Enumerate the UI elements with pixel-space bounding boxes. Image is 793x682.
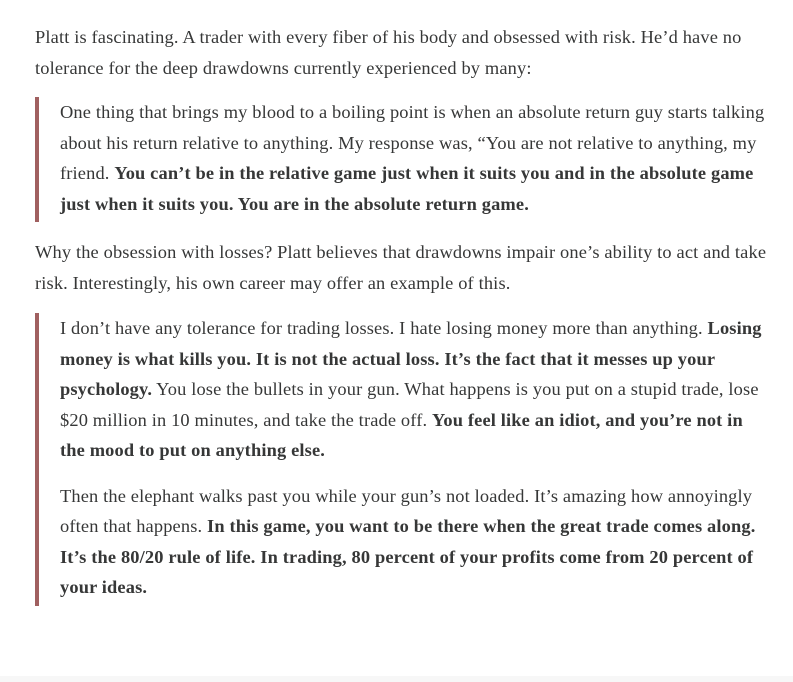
intro-paragraph: Platt is fascinating. A trader with every fiber of his body and obsessed with risk. He’d have no tolerance for the deep drawdowns currently experienced by many: bbox=[35, 27, 742, 78]
drawdown-paragraph: Why the obsession with losses? Platt believes that drawdowns impair one’s ability to act and take risk. Interestingly, his own career may offer an example of this. bbox=[35, 242, 767, 293]
quote-bold-text: You can’t be in the relative game just when it suits you and in the absolute game just when it suits you. You are in the absolute return game. bbox=[60, 163, 754, 214]
quote-bold-text: In this game, you want to be there when the great trade comes along. It’s the 80/20 rule of life. In trading, 80 percent of your profits come from 20 percent of your ideas. bbox=[60, 516, 756, 597]
quote-bold-text: You feel like an idiot, and you’re not in the mood to put on anything else. bbox=[60, 409, 743, 460]
blockquote-trading-losses bbox=[35, 313, 770, 606]
blockquote-relative-game bbox=[35, 97, 770, 222]
quote-text: Then the elephant walks past you while your gun’s not loaded. It’s amazing how annoyingly often that happens. bbox=[60, 485, 753, 536]
quote-paragraph bbox=[60, 313, 770, 466]
bottom-divider bbox=[0, 676, 793, 682]
quote-text: One thing that brings my blood to a boiling point is when an absolute return guy starts talking about his return relative to anything. My response was, “You are not relative to anything, my friend. bbox=[60, 102, 765, 183]
quote-paragraph bbox=[60, 97, 770, 219]
quote-text: You lose the bullets in your gun. What happens is you put on a stupid trade, lose $20 million in 10 minutes, and take the trade off. bbox=[60, 379, 759, 430]
quote-text: I don’t have any tolerance for trading losses. I hate losing money more than anything. bbox=[60, 318, 708, 338]
article-body bbox=[35, 22, 775, 606]
quote-paragraph bbox=[60, 481, 770, 603]
quote-bold-text: Losing money is what kills you. It is not the actual loss. It’s the fact that it messes up your psychology. bbox=[60, 318, 762, 399]
